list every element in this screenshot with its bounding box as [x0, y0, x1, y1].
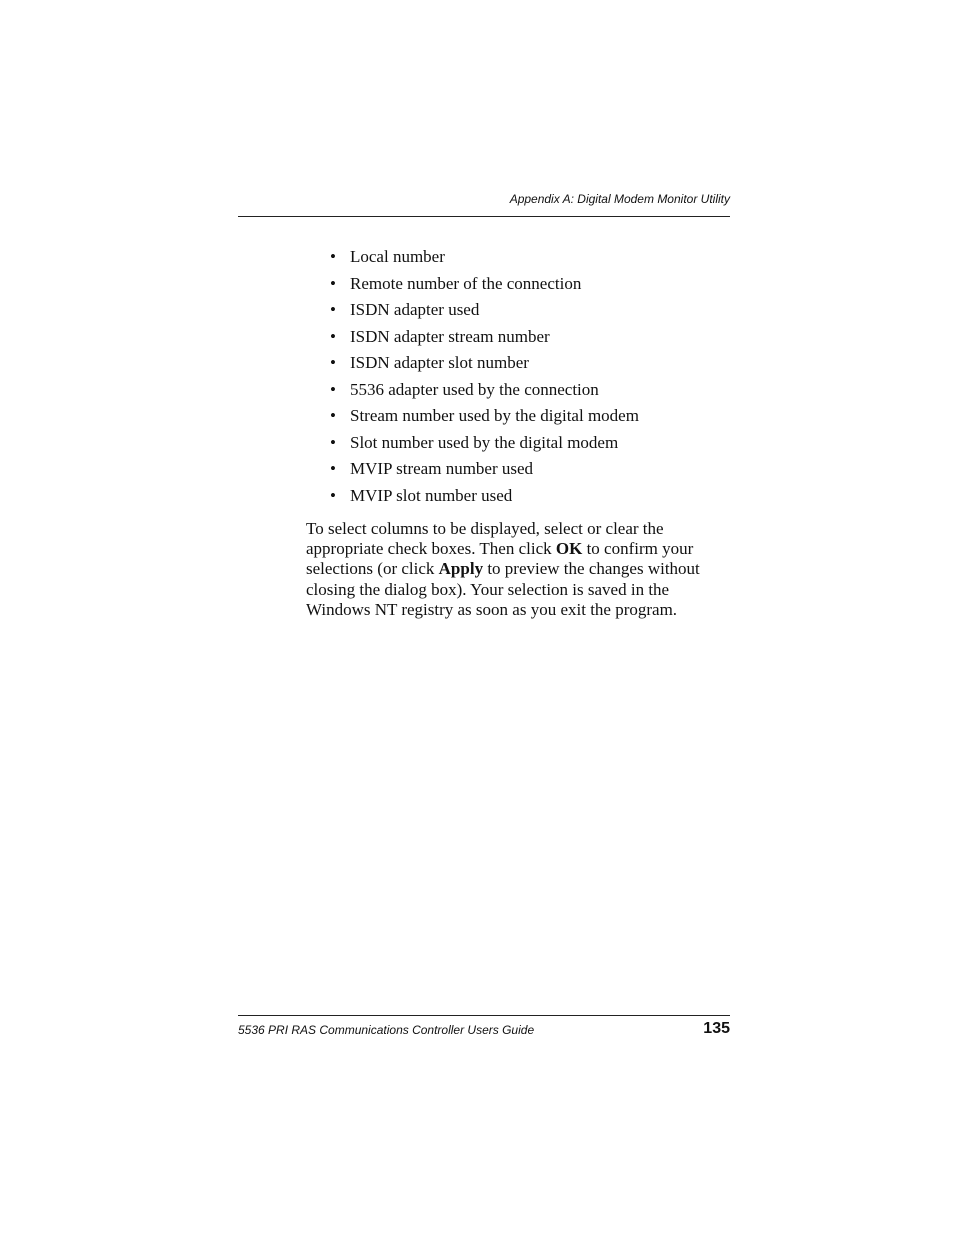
list-item-text: MVIP slot number used [350, 485, 513, 505]
paragraph-line [306, 539, 730, 559]
list-item [306, 432, 730, 454]
list-item-text: ISDN adapter stream number [350, 326, 550, 346]
paragraph-line: To select columns to be displayed, select or clear the [306, 519, 664, 538]
list-item-text: ISDN adapter slot number [350, 353, 529, 372]
bullet-icon: • [330, 485, 336, 505]
paragraph-text: to confirm your [582, 539, 694, 559]
paragraph-text: appropriate check boxes. Then click [306, 539, 556, 559]
paragraph-line: Windows NT registry as soon as you exit the program. [306, 599, 678, 619]
list-item [306, 326, 730, 348]
list-item-text: ISDN adapter used [350, 300, 480, 319]
list-item [306, 485, 730, 507]
bullet-icon: • [330, 432, 336, 452]
bullet-icon: • [330, 300, 336, 319]
paragraph-line: closing the dialog box). Your selection is saved in the [306, 579, 670, 599]
bullet-icon: • [330, 273, 336, 293]
page-number: 135 [703, 1020, 730, 1037]
running-header: Appendix A: Digital Modem Monitor Utility [509, 192, 730, 206]
list-item-text: MVIP stream number used [350, 459, 534, 478]
footer-book-title: 5536 PRI RAS Communications Controller Users Guide [238, 1023, 535, 1037]
footer-divider [238, 1015, 730, 1016]
instruction-paragraph [306, 519, 730, 620]
list-item [306, 299, 730, 321]
list-item-text: Local number [350, 247, 445, 266]
column-list [306, 246, 730, 511]
list-item-text: Remote number of the connection [350, 273, 582, 293]
list-item [306, 405, 730, 427]
bullet-icon: • [330, 326, 336, 346]
paragraph-line [306, 559, 730, 579]
list-item [306, 246, 730, 268]
list-item [306, 273, 730, 295]
header-divider [238, 216, 730, 217]
paragraph-text: to preview the changes without [483, 559, 700, 579]
bullet-icon: • [330, 406, 336, 425]
apply-term: Apply [438, 559, 484, 579]
bullet-icon: • [330, 247, 336, 266]
paragraph-text: selections (or click [306, 559, 439, 579]
bullet-icon: • [330, 353, 336, 372]
list-item [306, 458, 730, 480]
list-item [306, 379, 730, 401]
list-item [306, 352, 730, 374]
bullet-icon: • [330, 379, 336, 399]
list-item-text: 5536 adapter used by the connection [350, 379, 599, 399]
list-item-text: Slot number used by the digital modem [350, 432, 619, 452]
bullet-icon: • [330, 459, 336, 478]
list-item-text: Stream number used by the digital modem [350, 406, 639, 425]
ok-term: OK [555, 539, 583, 559]
